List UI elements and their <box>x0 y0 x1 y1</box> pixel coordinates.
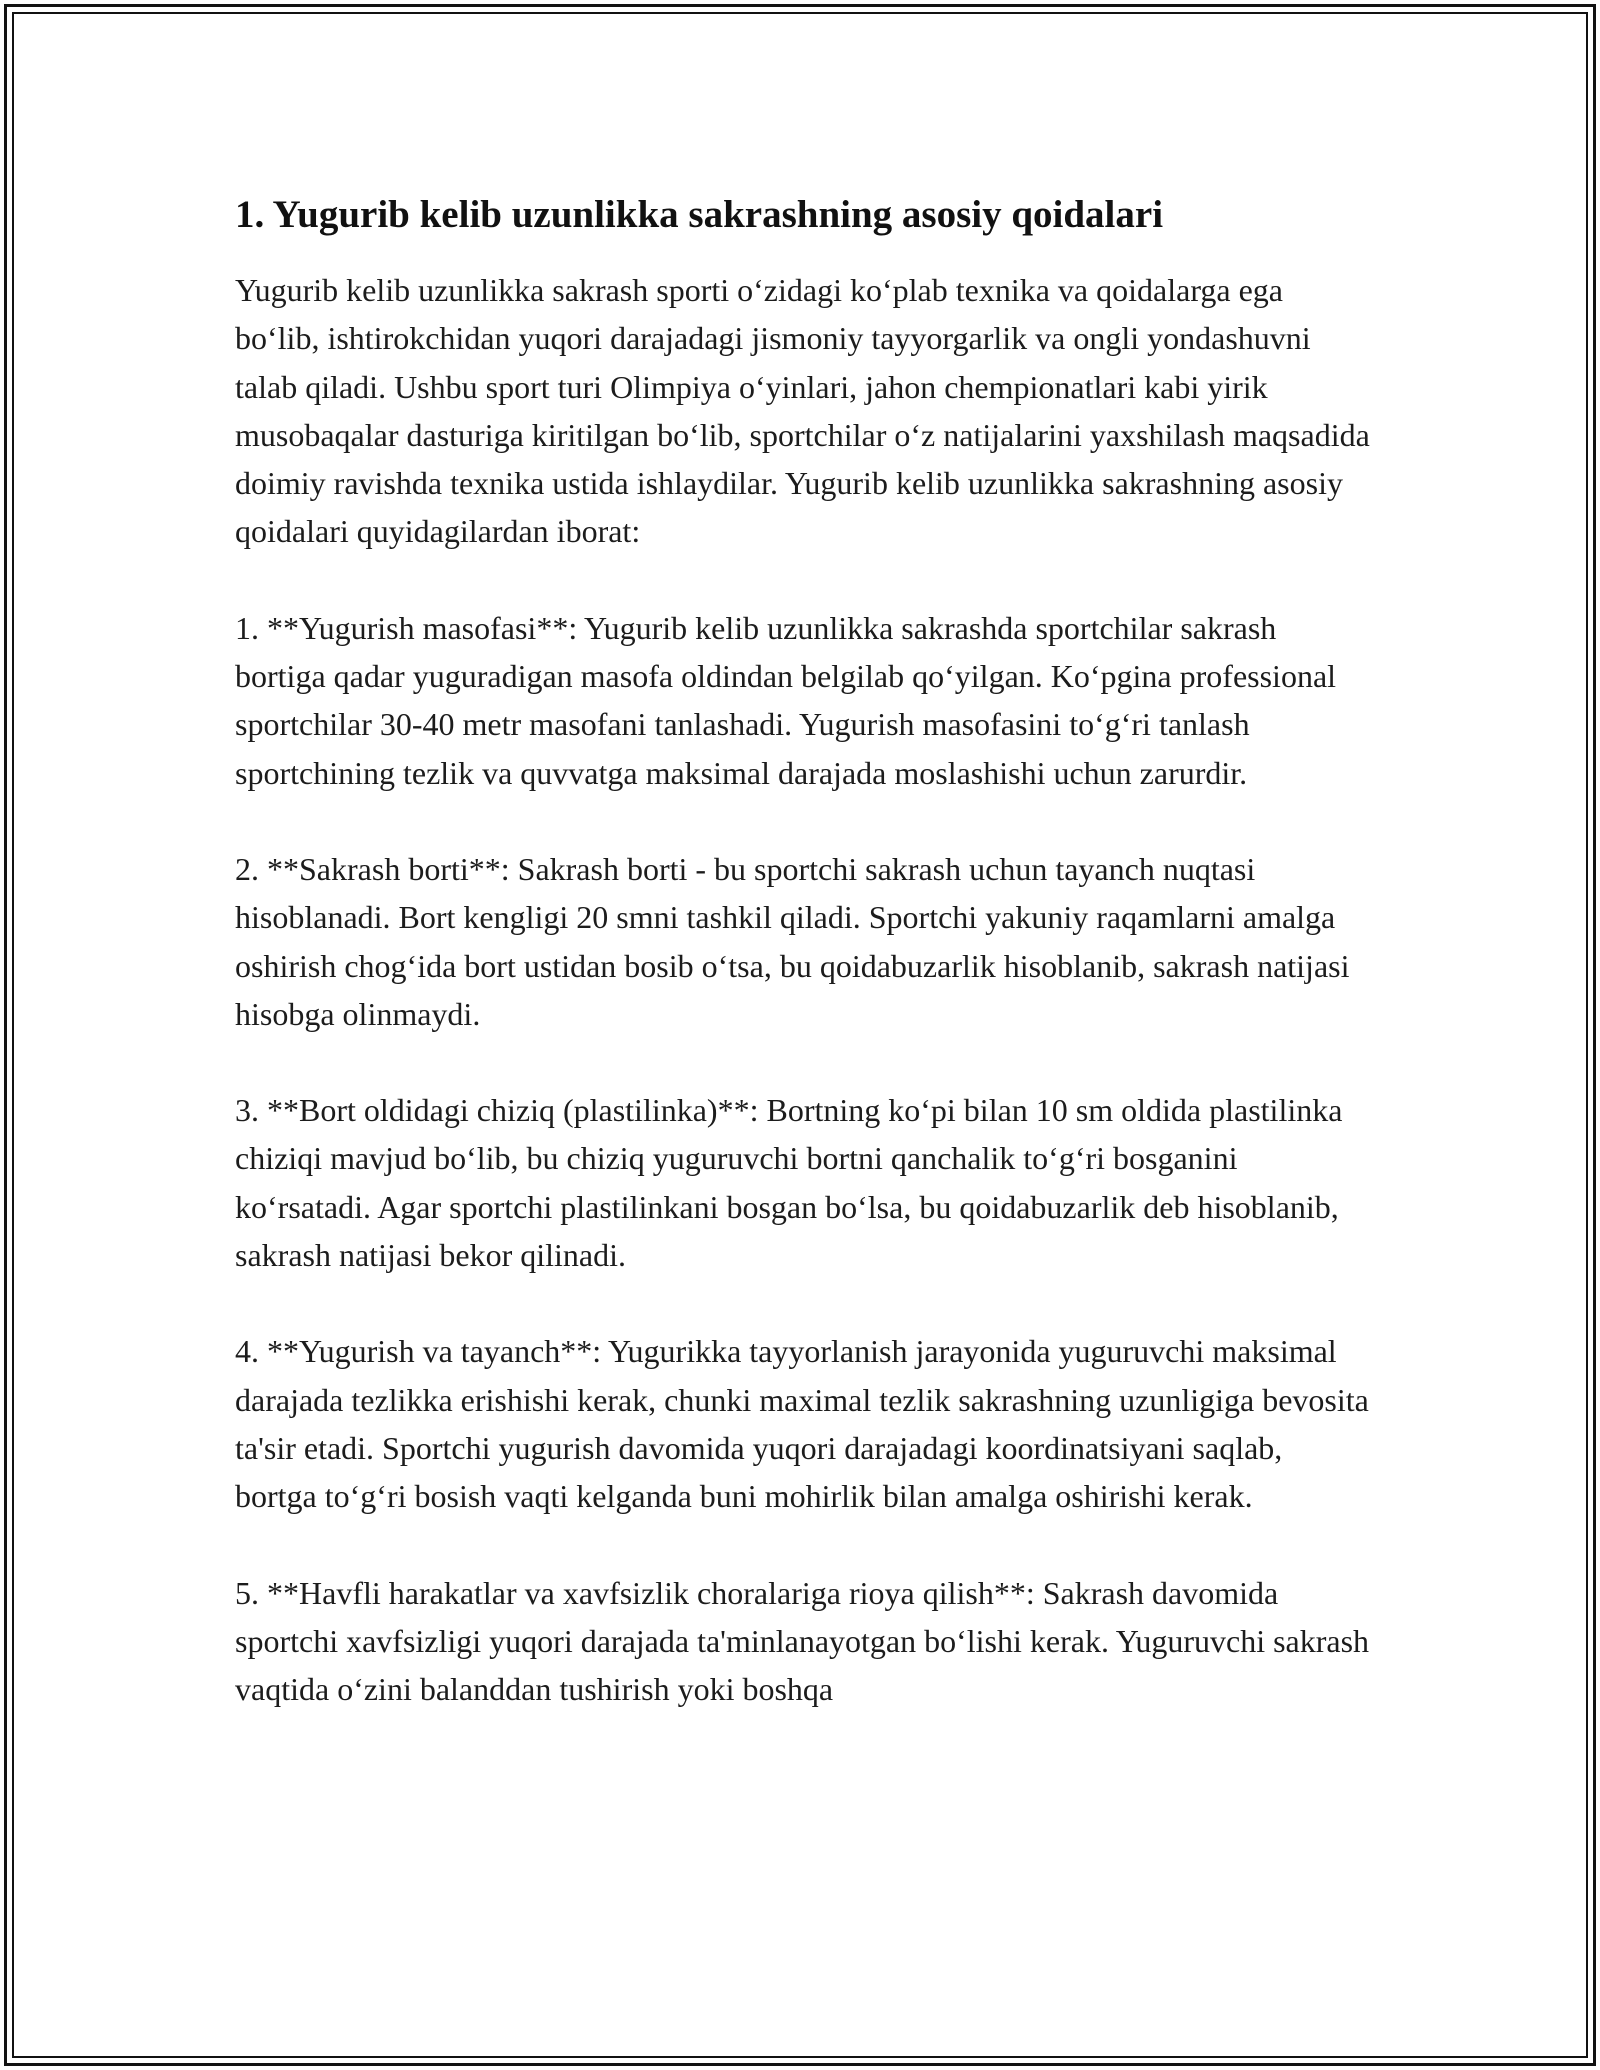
rule-3-paragraph: 3. **Bort oldidagi chiziq (plastilinka)**: Bortning koʻpi bilan 10 sm oldida plastilinka chiziqi mavjud boʻlib, bu chiziq yuguruvchi bortni qanchalik toʻgʻri bosganini koʻrsatadi. Agar sportchi plastilinkani bosgan boʻlsa, bu qoidabuzarlik deb hisoblanib, sakrash natijasi bekor qilinadi. <box>235 1092 1343 1274</box>
rule-4-paragraph: 4. **Yugurish va tayanch**: Yugurikka tayyorlanish jarayonida yuguruvchi maksimal darajada tezlikka erishishi kerak, chunki maximal tezlik sakrashning uzunligiga bevosita ta'sir etadi. Sportchi yugurish davomida yuqori darajadagi koordinatsiyani saqlab, bortga toʻgʻri bosish vaqti kelganda buni mohirlik bilan amalga oshirishi kerak. <box>235 1333 1369 1515</box>
document-body <box>235 190 1370 1761</box>
section-heading: 1. Yugurib kelib uzunlikka sakrashning asosiy qoidalari <box>235 193 1164 236</box>
rule-5-paragraph: 5. **Havfli harakatlar va xavfsizlik choralariga rioya qilish**: Sakrash davomida sportchi xavfsizligi yuqori darajada ta'minlanayotgan boʻlishi kerak. Yuguruvchi sakrash vaqtida oʻzini balanddan tushirish yoki boshqa <box>235 1574 1370 1708</box>
intro-paragraph: Yugurib kelib uzunlikka sakrash sporti oʻzidagi koʻplab texnika va qoidalarga ega boʻlib, ishtirokchidan yuqori darajadagi jismoniy tayyorgarlik va ongli yondashuvni talab qiladi. Ushbu sport turi Olimpiya oʻyinlari, jahon chempionatlari kabi yirik musobaqalar dasturiga kiritilgan boʻlib, sportchilar oʻz natijalarini yaxshilash maqsadida doimiy ravishda texnika ustida ishlaydilar. Yugurib kelib uzunlikka sakrashning asosiy qoidalari quyidagilardan iborat: <box>235 272 1370 550</box>
rule-2-paragraph: 2. **Sakrash borti**: Sakrash borti - bu sportchi sakrash uchun tayanch nuqtasi hisoblanadi. Bort kengligi 20 smni tashkil qiladi. Sportchi yakuniy raqamlarni amalga oshirish chogʻida bort ustidan bosib oʻtsa, bu qoidabuzarlik hisoblanib, sakrash natijasi hisobga olinmaydi. <box>235 850 1350 1032</box>
rule-1-paragraph: 1. **Yugurish masofasi**: Yugurib kelib uzunlikka sakrashda sportchilar sakrash bortiga qadar yuguradigan masofa oldindan belgilab qoʻyilgan. Koʻpgina professional sportchilar 30-40 metr masofani tanlashadi. Yugurish masofasini toʻgʻri tanlash sportchining tezlik va quvvatga maksimal darajada moslashishi uchun zarurdir. <box>235 609 1337 791</box>
